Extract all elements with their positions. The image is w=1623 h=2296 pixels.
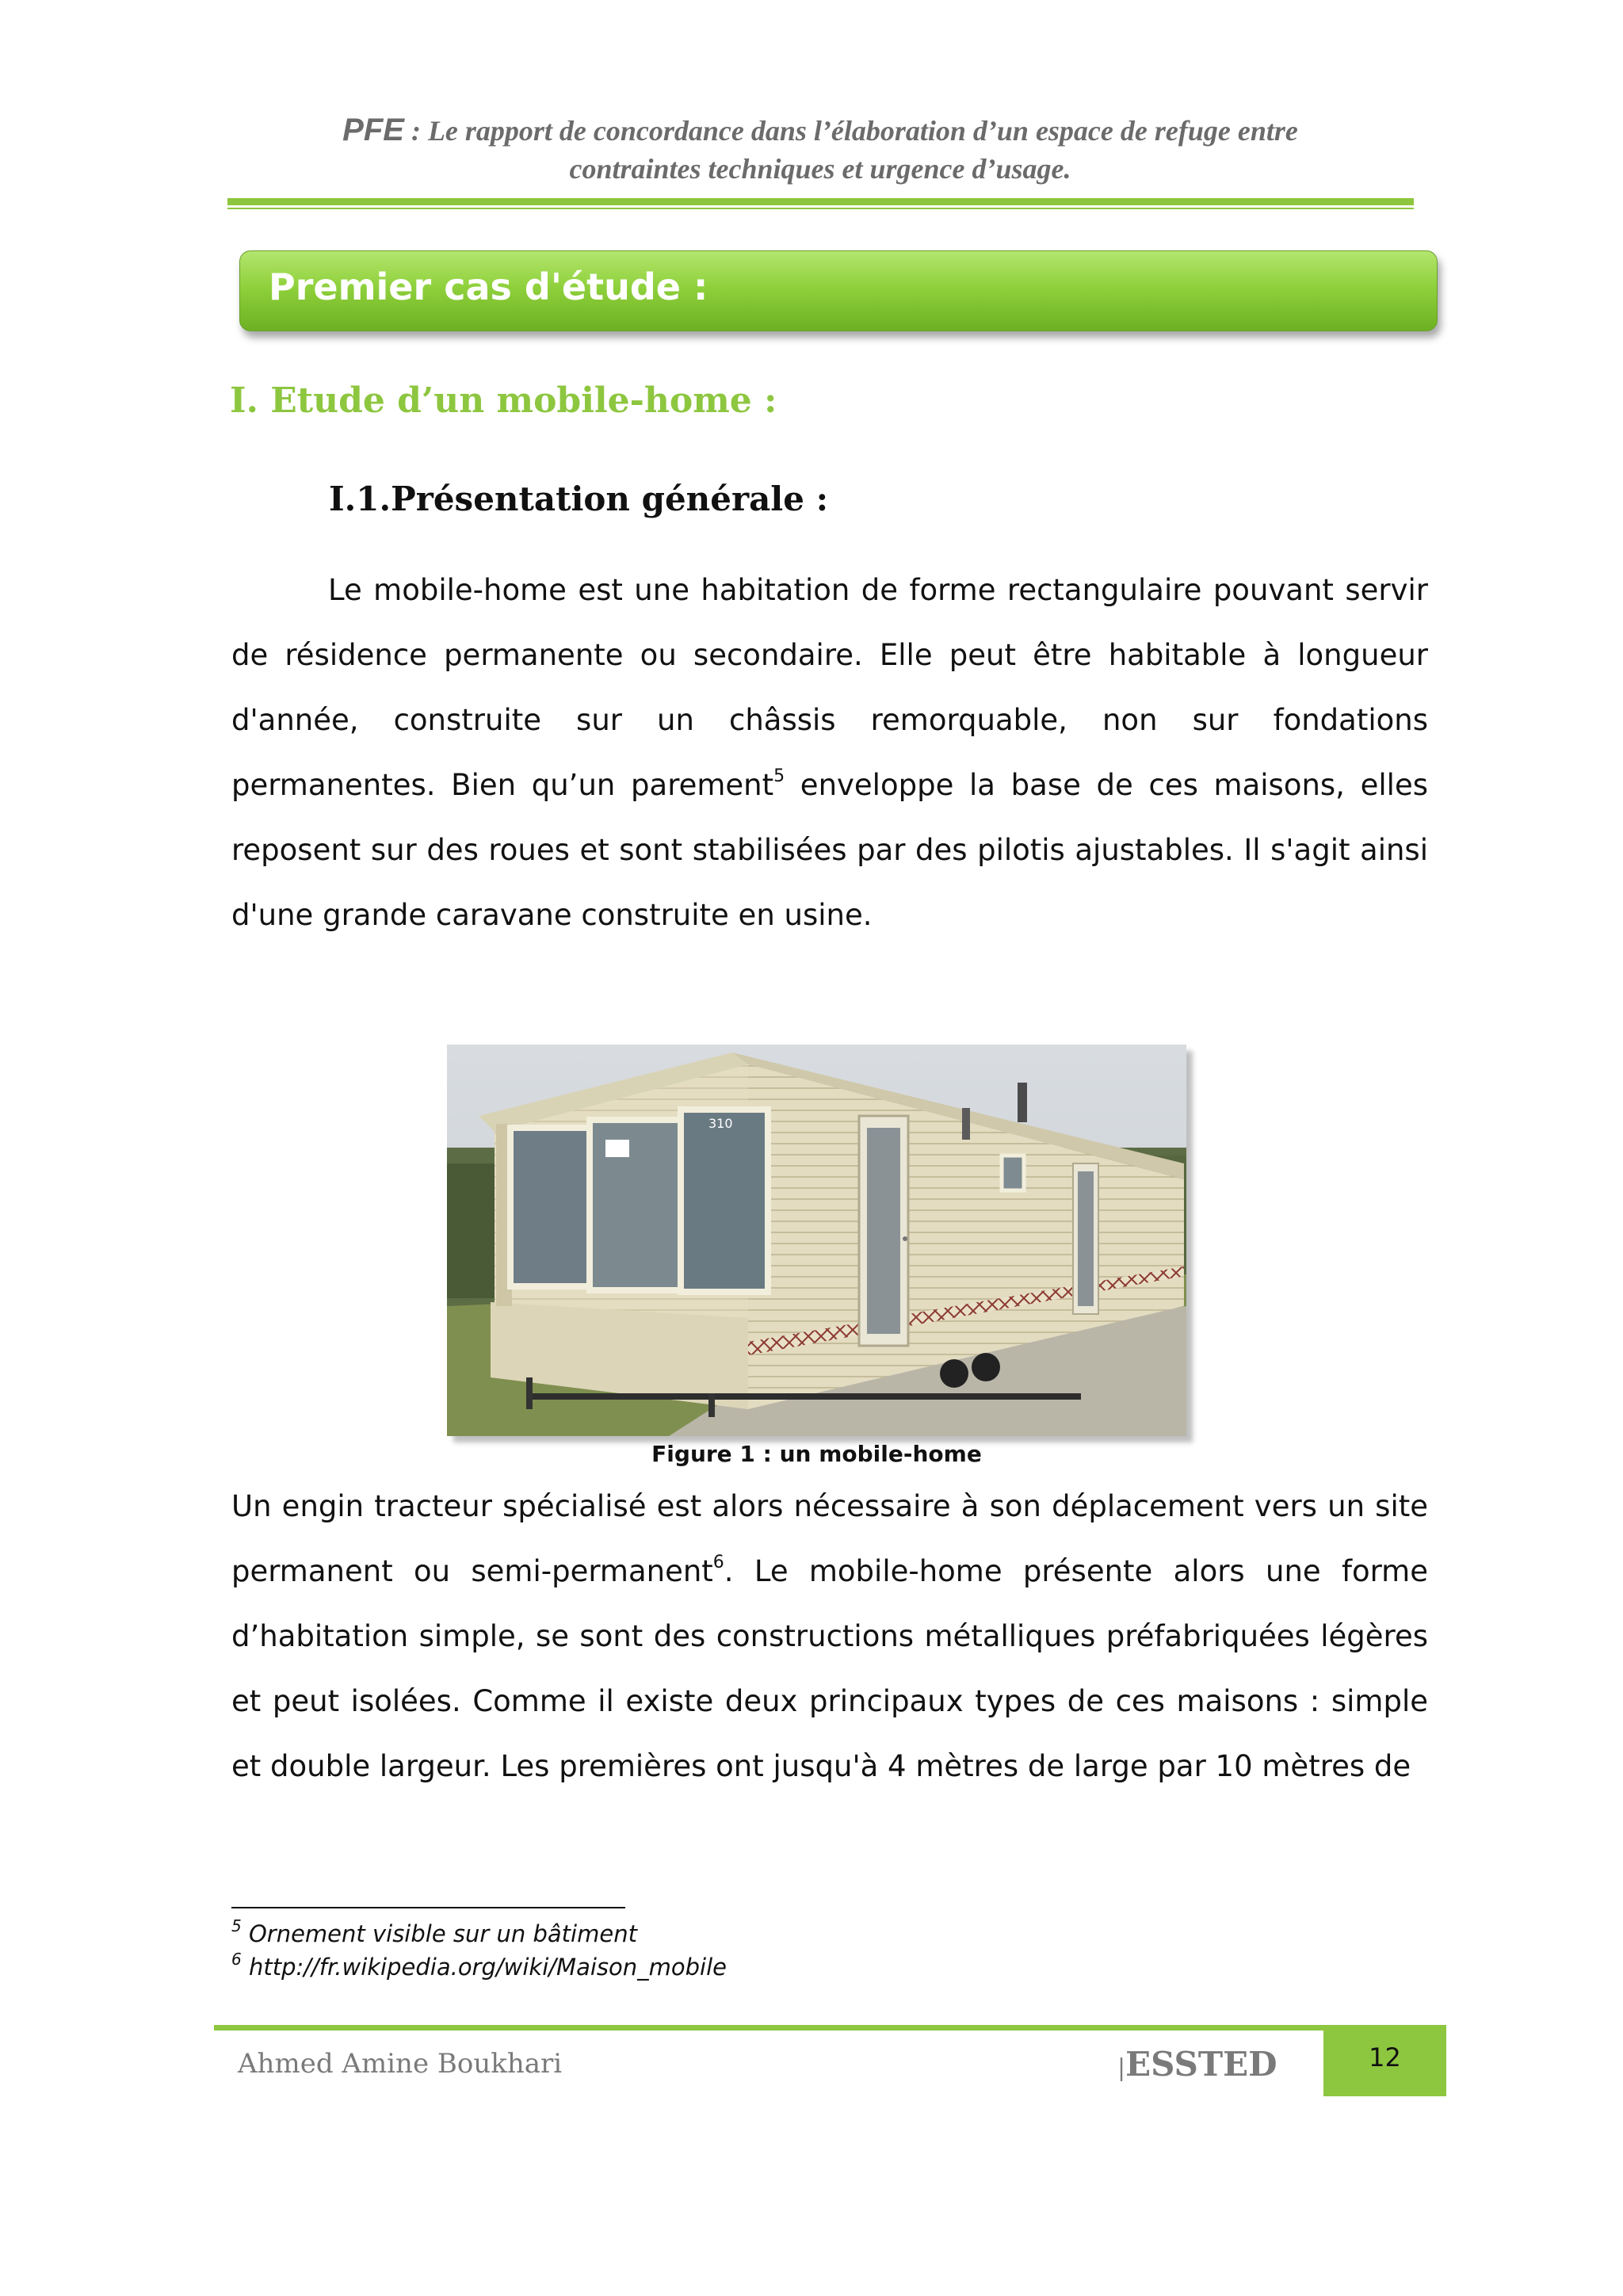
header-line-1: : Le rapport de concordance dans l’élaboration d’un espace de refuge entre <box>403 115 1298 147</box>
banner-title: Premier cas d'étude : <box>269 266 708 308</box>
unit-number: 310 <box>708 1116 733 1131</box>
paragraph-1-text-b: enveloppe la base de ces maisons, elles reposent sur des roues et sont stabilisées par des pilotis ajustables. Il s'agit ainsi d'une grande caravane construite en usine. <box>231 768 1428 932</box>
front-windows <box>510 1110 768 1292</box>
paragraph-1-text-a: Le mobile-home est une habitation de forme rectangulaire pouvant servir de résidence permanente ou secondaire. Elle peut être habitable à longueur d'année, construite sur un châssis remorquable, non sur fondations permanentes. Bien qu’un parement <box>231 573 1428 802</box>
footnote-6 <box>231 1950 727 1981</box>
header-rule <box>227 198 1414 205</box>
footer-school-name: ESSTED <box>1125 2045 1277 2084</box>
header-prefix: PFE <box>342 113 404 147</box>
header-line-2: contraintes techniques et urgence d’usage. <box>569 153 1071 185</box>
mobile-home-photo <box>447 1045 1186 1436</box>
footnote-link[interactable]: http://fr.wikipedia.org/wiki/Maison_mobile <box>248 1954 727 1981</box>
page-number: 12 <box>1369 2042 1401 2073</box>
running-header <box>230 111 1411 188</box>
footer-author: Ahmed Amine Boukhari <box>238 2048 563 2080</box>
section-banner <box>239 250 1438 331</box>
footer-school <box>1117 2045 1277 2084</box>
footer-separator: | <box>1117 2054 1126 2082</box>
paragraph-1 <box>231 558 1428 948</box>
paragraph-2 <box>231 1474 1428 1799</box>
section-heading: I. Etude d’un mobile-home : <box>230 380 777 421</box>
header-rule-thin <box>227 208 1414 209</box>
footnote-ref-6[interactable]: 6 <box>712 1552 724 1572</box>
paragraph-2-text-a: Un engin tracteur spécialisé est alors nécessaire à son déplacement vers un site permanent ou semi-permanent <box>231 1489 1428 1588</box>
footer-rule <box>214 2025 1446 2030</box>
subsection-heading: I.1.Présentation générale : <box>329 479 829 518</box>
footnote-ref-5[interactable]: 5 <box>773 766 785 786</box>
footnote-separator <box>231 1907 625 1908</box>
footnote-text: Ornement visible sur un bâtiment <box>248 1920 637 1947</box>
footnote-number: 5 <box>231 1916 242 1936</box>
page-number-box <box>1323 2025 1446 2096</box>
footnote-number: 6 <box>231 1950 242 1969</box>
paragraph-2-text-b: . Le mobile-home présente alors une forme d’habitation simple, se sont des constructions métalliques préfabriquées légères et peut isolées. Comme il existe deux principaux types de ces maisons : simple et double largeur. Les premières ont jusqu'à 4 mètres de large par 10 mètres de <box>231 1554 1428 1783</box>
figure-caption: Figure 1 : un mobile-home <box>651 1441 982 1467</box>
footnote-5 <box>231 1916 637 1947</box>
